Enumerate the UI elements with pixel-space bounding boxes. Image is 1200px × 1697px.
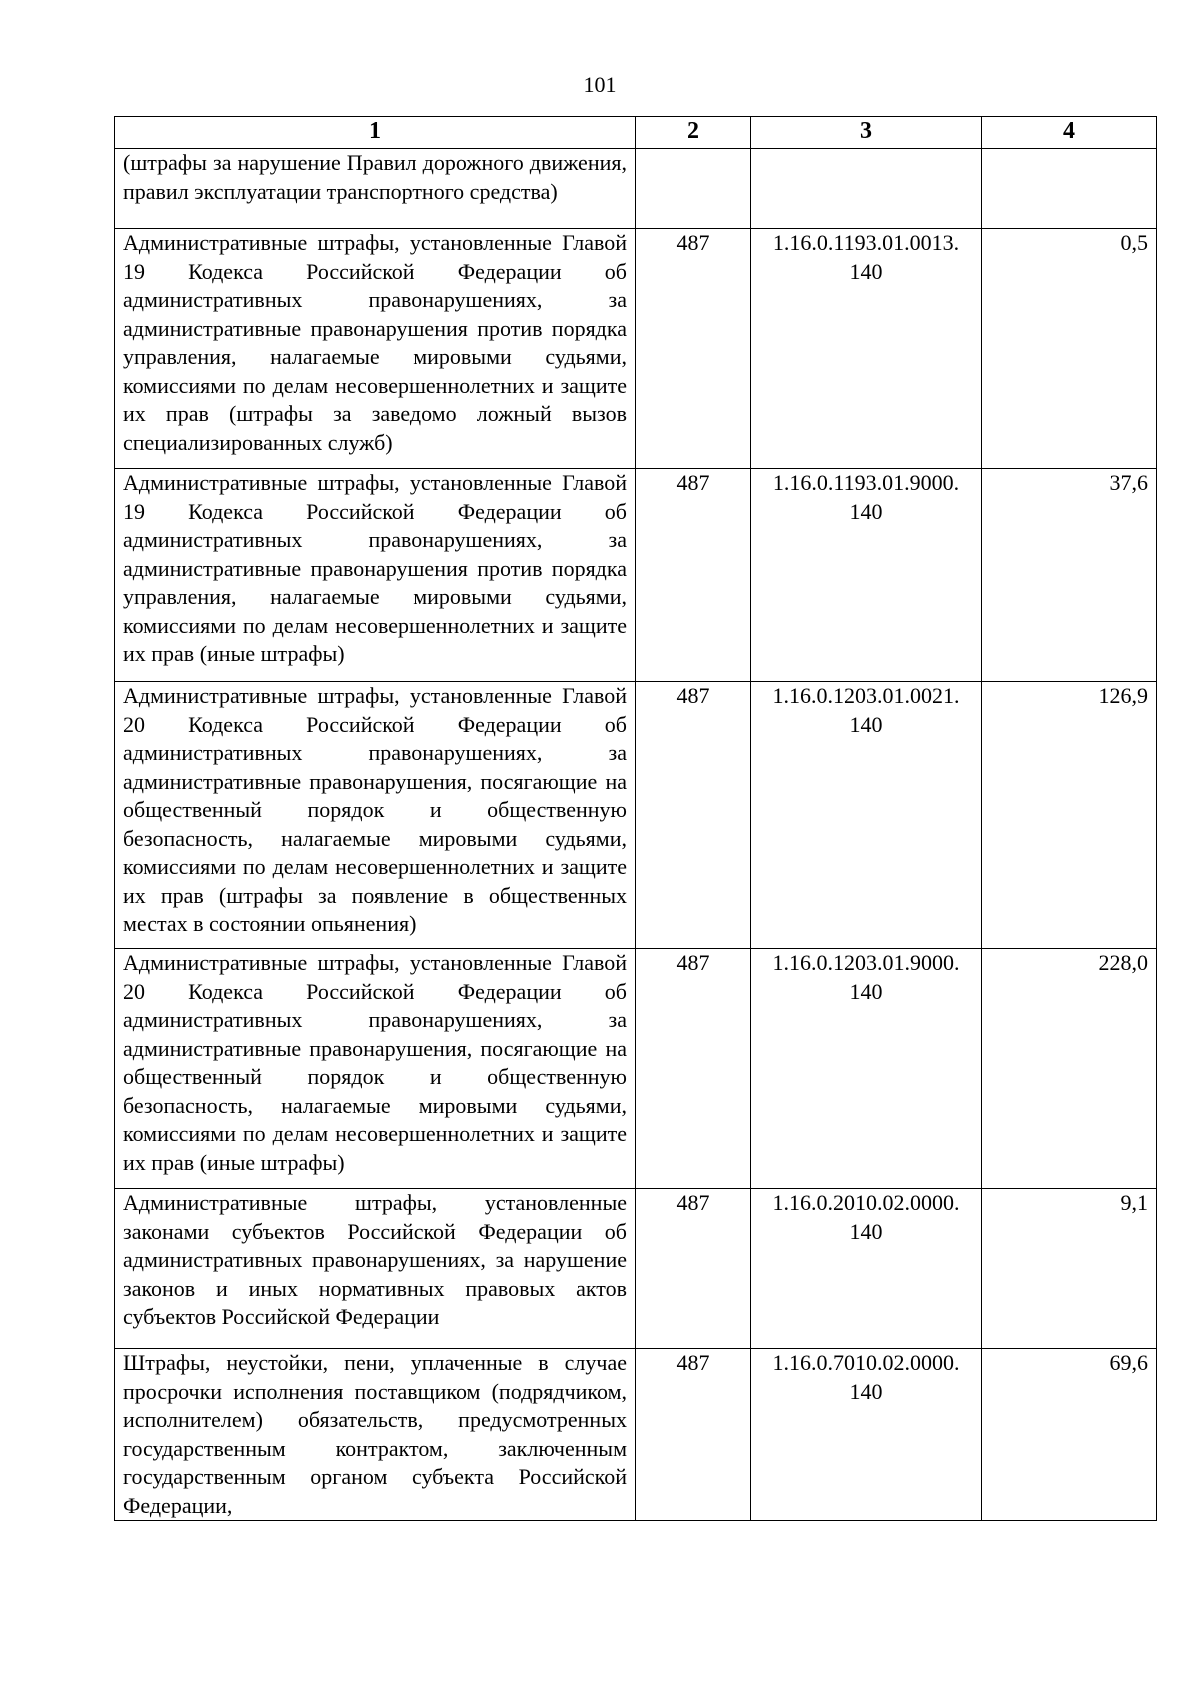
row-admin-code: 487 xyxy=(636,229,751,469)
column-header-1: 1 xyxy=(115,117,636,149)
code-line-1: 1.16.0.1193.01.0013. xyxy=(772,230,960,255)
row-admin-code xyxy=(636,149,751,229)
row-description: Административные штрафы, установленные Главой 20 Кодекса Российской Федерации об административных правонарушениях, за административные правонарушения, посягающие на общественный порядок и общественную безопасность, налагаемые мировыми судьями, комиссиями по делам несовершеннолетних и защите их прав (штрафы за появление в общественных местах в состоянии опьянения) xyxy=(115,682,636,949)
code-line-2: 140 xyxy=(849,711,883,737)
row-classification-code xyxy=(751,682,982,949)
row-admin-code: 487 xyxy=(636,682,751,949)
table-row xyxy=(115,469,1157,682)
page-number: 101 xyxy=(583,72,617,97)
revenue-table xyxy=(114,116,1157,1521)
table-row xyxy=(115,1349,1157,1521)
row-description: Штрафы, неустойки, пени, уплаченные в случае просрочки исполнения поставщиком (подрядчиком, исполнителем) обязательств, предусмотренных государственным контрактом, заключенным государственным органом субъекта Российской Федерации, xyxy=(115,1349,636,1521)
table-row xyxy=(115,1189,1157,1349)
row-description: Административные штрафы, установленные законами субъектов Российской Федерации об административных правонарушениях, за нарушение законов и иных нормативных правовых актов субъектов Российской Федерации xyxy=(115,1189,636,1349)
row-amount: 228,0 xyxy=(982,949,1157,1189)
row-admin-code: 487 xyxy=(636,469,751,682)
row-amount xyxy=(982,149,1157,229)
row-description: (штрафы за нарушение Правил дорожного движения, правил эксплуатации транспортного средства) xyxy=(115,149,636,229)
row-classification-code xyxy=(751,469,982,682)
code-line-1: 1.16.0.7010.02.0000. xyxy=(772,1350,960,1375)
row-admin-code: 487 xyxy=(636,949,751,1189)
code-line-2: 140 xyxy=(849,258,883,284)
code-line-1: 1.16.0.1203.01.9000. xyxy=(772,950,960,975)
table-row xyxy=(115,149,1157,229)
row-amount: 69,6 xyxy=(982,1349,1157,1521)
row-classification-code xyxy=(751,229,982,469)
row-admin-code: 487 xyxy=(636,1349,751,1521)
code-line-1: 1.16.0.1193.01.9000. xyxy=(772,470,960,495)
row-description: Административные штрафы, установленные Главой 19 Кодекса Российской Федерации об административных правонарушениях, за административные правонарушения против порядка управления, налагаемые мировыми судьями, комиссиями по делам несовершеннолетних и защите их прав (иные штрафы) xyxy=(115,469,636,682)
row-description: Административные штрафы, установленные Главой 20 Кодекса Российской Федерации об административных правонарушениях, за административные правонарушения, посягающие на общественный порядок и общественную безопасность, налагаемые мировыми судьями, комиссиями по делам несовершеннолетних и защите их прав (иные штрафы) xyxy=(115,949,636,1189)
row-classification-code xyxy=(751,149,982,229)
code-line-2: 140 xyxy=(849,978,883,1004)
row-amount: 126,9 xyxy=(982,682,1157,949)
column-header-3: 3 xyxy=(751,117,982,149)
row-amount: 37,6 xyxy=(982,469,1157,682)
table-row xyxy=(115,229,1157,469)
code-line-1: 1.16.0.2010.02.0000. xyxy=(772,1190,960,1215)
column-header-4: 4 xyxy=(982,117,1157,149)
row-admin-code: 487 xyxy=(636,1189,751,1349)
table-row xyxy=(115,949,1157,1189)
row-classification-code xyxy=(751,949,982,1189)
table-header-row xyxy=(115,117,1157,149)
row-classification-code xyxy=(751,1189,982,1349)
code-line-2: 140 xyxy=(849,1378,883,1404)
row-amount: 0,5 xyxy=(982,229,1157,469)
code-line-1: 1.16.0.1203.01.0021. xyxy=(772,683,960,708)
row-description: Административные штрафы, установленные Главой 19 Кодекса Российской Федерации об административных правонарушениях, за административные правонарушения против порядка управления, налагаемые мировыми судьями, комиссиями по делам несовершеннолетних и защите их прав (штрафы за заведомо ложный вызов специализированных служб) xyxy=(115,229,636,469)
row-amount: 9,1 xyxy=(982,1189,1157,1349)
code-line-2: 140 xyxy=(849,1218,883,1244)
row-classification-code xyxy=(751,1349,982,1521)
table-row xyxy=(115,682,1157,949)
column-header-2: 2 xyxy=(636,117,751,149)
code-line-2: 140 xyxy=(849,498,883,524)
